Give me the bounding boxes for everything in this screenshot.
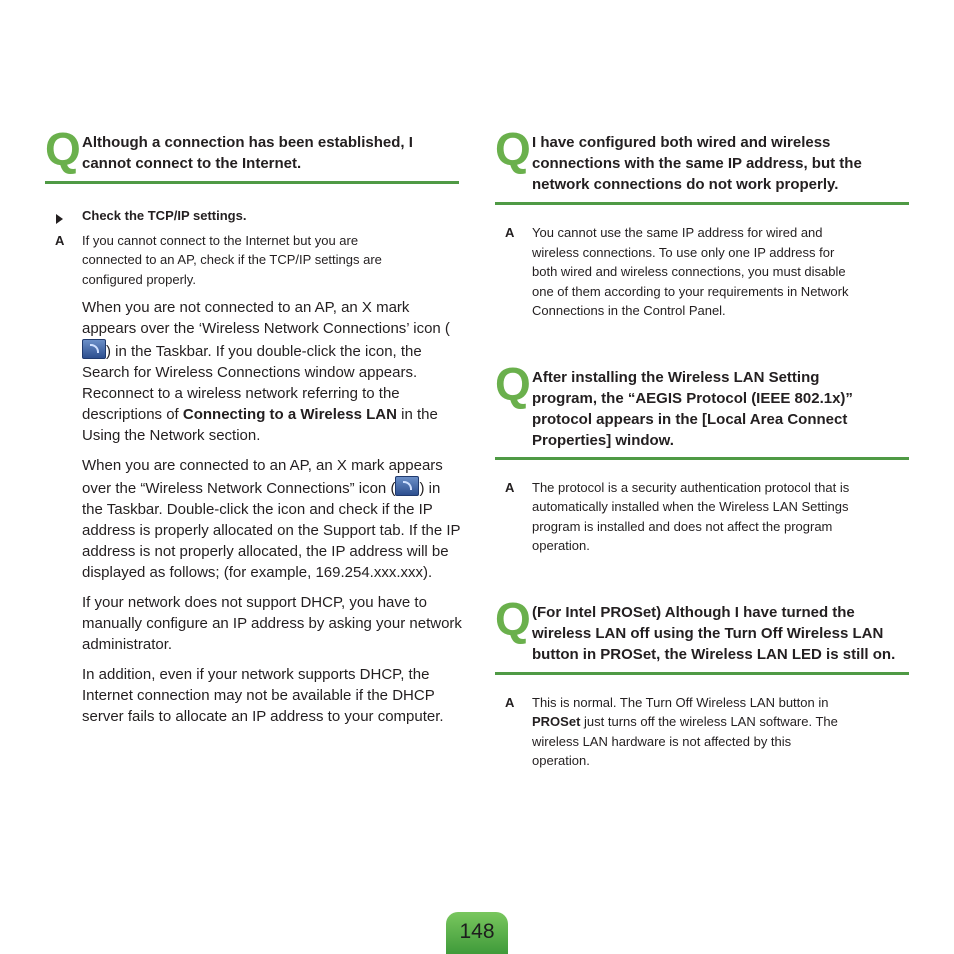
- answer-row: [495, 693, 909, 771]
- question-text: I have configured both wired and wireless connections with the same IP address, but the network connections do not work properly.: [532, 134, 862, 193]
- q-mark: Q: [45, 123, 79, 175]
- answer-text: [532, 693, 850, 771]
- paragraph-text: When you are connected to an AP, an X mark appears over the “Wireless Network Connections” icon (: [82, 457, 443, 497]
- answer-text: If you cannot connect to the Internet but you are connected to an AP, check if the TCP/IP settings are configured properly.: [82, 232, 382, 287]
- answer-text: The protocol is a security authentication protocol that is automatically installed when the Wireless LAN Settings program is installed and does not affect the program operation.: [532, 479, 850, 553]
- divider: [495, 457, 909, 460]
- divider: [495, 672, 909, 675]
- q-mark: Q: [495, 357, 529, 410]
- question-block: [45, 123, 459, 175]
- answer-label: A: [55, 232, 65, 248]
- divider: [45, 181, 459, 184]
- paragraph-text: ) in the Taskbar. Double-click the icon and check if the IP address is properly allocated on the Support tab. If the IP address is not properly allocated, the IP address will be displayed as follows; (for example, 169.254.xxx.xxx).: [82, 480, 461, 581]
- answer-label: A: [505, 479, 515, 495]
- question-text: (For Intel PROSet) Although I have turned the wireless LAN off using the Turn Off Wireless LAN button in PROSet, the Wireless LAN LED is still on.: [532, 603, 896, 663]
- answer-label: A: [505, 225, 515, 240]
- right-column: [495, 123, 909, 771]
- answer-row: [495, 478, 909, 556]
- answer-text-part: This is normal. The Turn Off Wireless LAN button in: [532, 694, 829, 710]
- left-column: [45, 123, 462, 736]
- paragraph: In addition, even if your network supports DHCP, the Internet connection may not be available if the DHCP server fails to allocate an IP address to your computer.: [82, 666, 444, 725]
- paragraph: [82, 455, 462, 583]
- answer-row: [45, 231, 459, 290]
- paragraph: If your network does not support DHCP, you have to manually configure an IP address by asking your network administrator.: [82, 594, 462, 653]
- paragraph-text: ) in the Taskbar. If you double-click the icon, the Search for Wireless Connections window appears. Reconnect to a wireless network referring to the descriptions of: [82, 343, 422, 423]
- paragraph: [82, 297, 462, 446]
- question-block: [495, 357, 909, 451]
- answer-text: You cannot use the same IP address for wired and wireless connections. To use only one IP address for both wired and wireless connections, you must disable one of them according to your requirements in Network Connections in the Control Panel.: [532, 225, 849, 318]
- bullet-row: [45, 206, 459, 226]
- wireless-network-connections-icon: [82, 339, 106, 359]
- question-block: [495, 592, 909, 665]
- answer-label: A: [505, 694, 515, 710]
- wireless-network-connections-icon: [395, 476, 419, 496]
- divider: [495, 202, 909, 205]
- answer-body: [82, 297, 462, 727]
- question-text: Although a connection has been established, I cannot connect to the Internet.: [82, 134, 413, 172]
- paragraph-text: When you are not connected to an AP, an X mark appears over the ‘Wireless Network Connections’ icon (: [82, 299, 450, 337]
- bullet-text: Check the TCP/IP settings.: [82, 208, 247, 223]
- paragraph-text: in the Using the Network section.: [82, 406, 438, 444]
- product-name: PROSet: [532, 714, 581, 729]
- triangle-bullet-icon: [56, 210, 63, 230]
- question-text: After installing the Wireless LAN Setting program, the “AEGIS Protocol (IEEE 802.1x)” protocol appears in the [Local Area Connect Properties] window.: [532, 368, 853, 449]
- q-mark: Q: [495, 592, 529, 645]
- answer-row: [495, 223, 909, 321]
- section-reference: Connecting to a Wireless LAN: [182, 406, 397, 423]
- page-number: 148: [446, 912, 508, 954]
- q-mark: Q: [495, 123, 529, 175]
- answer-text-part: just turns off the wireless LAN software. The wireless LAN hardware is not affected by this operation.: [532, 714, 838, 768]
- question-block: [495, 123, 909, 195]
